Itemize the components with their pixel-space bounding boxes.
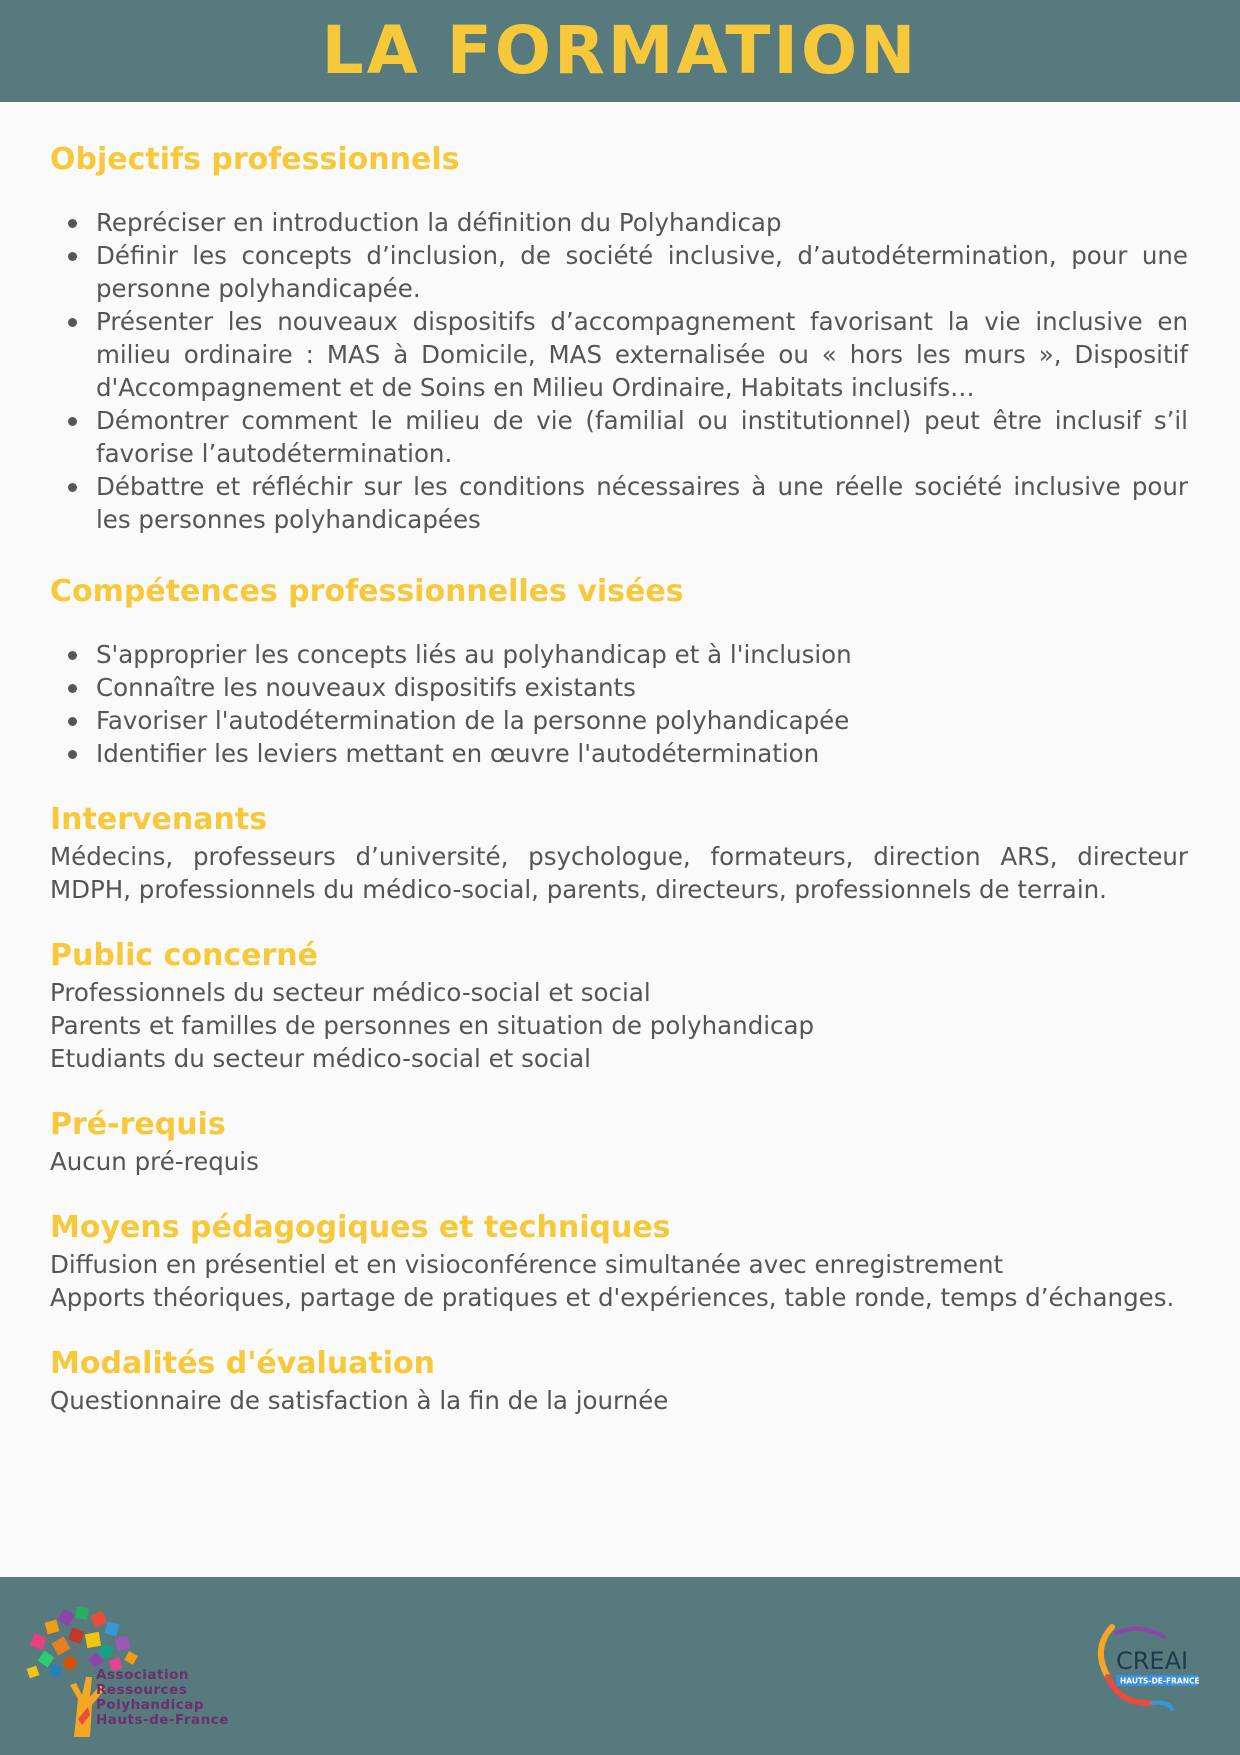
association-logo-line: Association [96,1667,189,1683]
page-header [0,0,1240,102]
association-logo-line: Ressources [96,1682,188,1698]
section-title-evaluation: Modalités d'évaluation [50,1346,436,1381]
list-item: Identifier les leviers mettant en œuvre l'autodétermination [96,737,1188,770]
section-title-objectifs: Objectifs professionnels [50,142,460,177]
list-item: Débattre et réfléchir sur les conditions nécessaires à une réelle société inclusive pour les personnes polyhandicapées [96,472,1188,534]
creai-logo [1090,1619,1202,1719]
moyens-line: Diffusion en présentiel et en visioconférence simultanée avec enregistrement [50,1250,1004,1279]
evaluation-text: Questionnaire de satisfaction à la fin de la journée [50,1386,669,1415]
section-title-prerequis: Pré-requis [50,1107,226,1142]
main-content [50,140,1188,1417]
list-item: Démontrer comment le milieu de vie (familial ou institutionnel) peut être inclusif s’il favorise l’autodétermination. [96,406,1188,468]
section-title-intervenants: Intervenants [50,802,268,837]
page-footer [0,1577,1240,1755]
association-logo-line: Polyhandicap [96,1697,204,1713]
page-title: LA FORMATION [321,12,919,89]
prerequis-text: Aucun pré-requis [50,1147,259,1176]
list-item: Favoriser l'autodétermination de la personne polyhandicapée [96,704,1188,737]
public-line: Etudiants du secteur médico-social et social [50,1044,591,1073]
intervenants-text: Médecins, professeurs d’université, psychologue, formateurs, direction ARS, directeur MDPH, professionnels du médico-social, parents, directeurs, professionnels de terrain. [50,842,1188,904]
list-item: S'approprier les concepts liés au polyhandicap et à l'inclusion [96,638,1188,671]
section-title-public: Public concerné [50,938,318,973]
list-item: Définir les concepts d’inclusion, de société inclusive, d’autodétermination, pour une personne polyhandicapée. [96,241,1188,303]
association-logo-text [96,1668,229,1728]
competences-list [50,638,1188,770]
list-item: Présenter les nouveaux dispositifs d’accompagnement favorisant la vie inclusive en milieu ordinaire : MAS à Domicile, MAS externalisée ou « hors les murs », Dispositif d'Accompagnement et de Soins en Milieu Ordinaire, Habitats inclusifs… [96,307,1188,402]
section-title-competences: Compétences professionnelles visées [50,574,684,609]
public-line: Parents et familles de personnes en situation de polyhandicap [50,1011,815,1040]
section-title-moyens: Moyens pédagogiques et techniques [50,1210,671,1245]
list-item: Connaître les nouveaux dispositifs existants [96,671,1188,704]
public-line: Professionnels du secteur médico-social et social [50,978,651,1007]
objectifs-list [50,206,1188,536]
list-item: Repréciser en introduction la définition du Polyhandicap [96,206,1188,239]
moyens-line: Apports théoriques, partage de pratiques et d'expériences, table ronde, temps d’échanges. [50,1283,1175,1312]
creai-logo-name: CREAI [1116,1647,1189,1675]
association-logo-line: Hauts-de-France [96,1712,229,1728]
creai-logo-subtitle: HAUTS-DE-FRANCE [1120,1676,1200,1686]
